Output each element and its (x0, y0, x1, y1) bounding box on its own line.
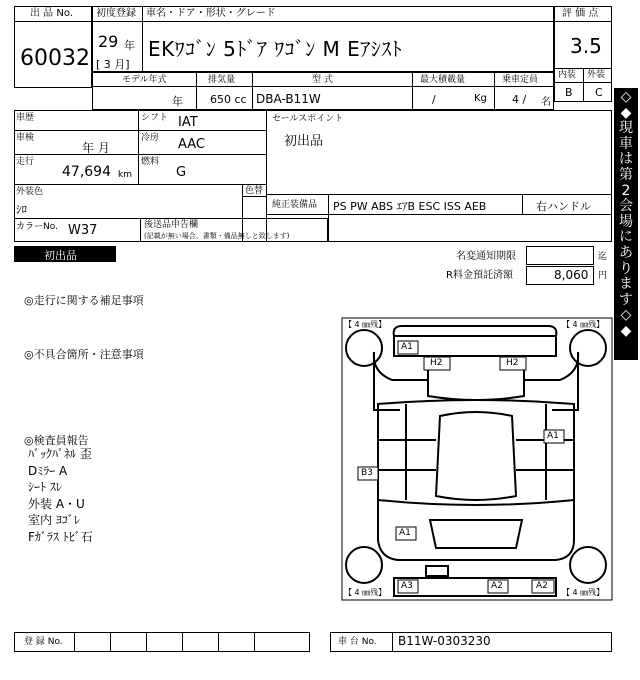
year-unit: 年 (124, 39, 135, 52)
recycle-unit: 円 (598, 271, 608, 281)
tire-tread-front-right: 【 4 ㎜残】 (562, 320, 605, 329)
shift: IAT (178, 115, 198, 130)
damage-label: H2 (506, 358, 519, 368)
shift-label: シフト (141, 113, 169, 123)
notice-char: ◆ (620, 104, 632, 121)
first-reg-month: [ 3 月] (96, 58, 130, 71)
exterior-grade: C (595, 86, 603, 99)
right-doors (516, 404, 574, 500)
notice-char: ◇ (620, 307, 632, 324)
inspector-note: ｼｰﾄ ｽﾚ (28, 480, 62, 494)
mileage-label: 走行 (16, 157, 35, 167)
fuel: G (176, 165, 187, 180)
color-no-label: カラーNo. (16, 222, 58, 232)
exterior-color: ｼﾛ (16, 203, 27, 216)
inspector-note: Dﾐﾗｰ A (28, 463, 68, 478)
capacity-label: 乗車定員 (502, 75, 539, 85)
interior-label: 内装 (558, 70, 577, 80)
name-change-label: 名変通知期限 (456, 251, 516, 262)
recycle-label: R料金預託済額 (446, 270, 513, 281)
damage-label: H2 (430, 358, 443, 368)
first-reg-label: 初度登録 (96, 8, 136, 19)
car-name: EKﾜｺﾞﾝ 5ﾄﾞｱ ﾜｺﾞﾝ M Eｱｼｽﾄ (148, 37, 403, 61)
left-doors (378, 404, 436, 500)
max-load-label: 最大積載量 (420, 75, 466, 85)
defects-remarks-heading: ◎不具合箇所・注意事項 (24, 348, 144, 361)
notice-char: あ (619, 244, 633, 261)
steering: 右ハンドル (536, 200, 591, 213)
notice-char: 2 (621, 182, 631, 199)
notice-char: 車 (619, 135, 633, 152)
notice-char: ◆ (620, 322, 632, 339)
lot-label: 出 品 No. (30, 8, 73, 19)
inspector-note: 室内 ﾖｺﾞﾚ (28, 513, 80, 527)
notice-char: は (619, 151, 633, 168)
damage-label: A1 (401, 342, 413, 352)
tire-icon (570, 547, 606, 583)
notice-char: ま (619, 276, 633, 293)
damage-label: A2 (536, 581, 548, 591)
capacity: 4 / (512, 93, 527, 106)
license-plate (426, 566, 448, 576)
notice-char: 現 (619, 120, 633, 137)
damage-label: A1 (399, 528, 411, 538)
displacement-label: 排気量 (208, 75, 236, 85)
sales-point: 初出品 (284, 134, 324, 149)
ac: AAC (178, 137, 205, 152)
inspection-value: 年 月 (82, 141, 110, 155)
notice-char: 会 (619, 198, 633, 215)
tire-icon (570, 330, 606, 366)
interior-grade: B (565, 86, 573, 99)
inspector-note: ﾊﾞｯｸﾊﾟﾈﾙ 歪 (28, 447, 92, 461)
mileage-unit: km (118, 170, 132, 180)
inspector-note: Fｶﾞﾗｽ ﾄﾋﾞ石 (28, 529, 93, 544)
later-docs-label: 後送品申告欄 (144, 220, 199, 230)
later-docs-note: (記載が無い場合、書類・備品無しと致します) (144, 232, 290, 240)
tire-tread-rear-left: 【 4 ㎜残】 (344, 588, 387, 597)
mileage: 47,694 (62, 164, 111, 180)
exterior-label: 外装 (587, 70, 606, 80)
registration-label: 登 録 No. (24, 637, 63, 647)
chassis-label: 車 台 No. (338, 637, 377, 647)
rear-window (430, 520, 522, 548)
driving-remarks-heading: ◎走行に関する補足事項 (24, 294, 144, 307)
ac-label: 冷房 (141, 133, 160, 143)
model-type: DBA-B11W (256, 92, 321, 106)
equipment: PS PW ABS ｴｱB ESC ISS AEB (333, 200, 487, 213)
notice-char: ◇ (620, 89, 632, 105)
history-label: 車歴 (16, 113, 35, 123)
model-year-unit: 年 (172, 95, 183, 108)
first-reg-year: 29 (98, 32, 119, 51)
displacement: 650 cc (210, 93, 247, 106)
sales-point-label: セールスポイント (272, 114, 344, 124)
score-label: 評 価 点 (562, 8, 599, 19)
max-load: / (432, 93, 436, 106)
damage-label: A2 (491, 581, 503, 591)
tire-tread-rear-right: 【 4 ㎜残】 (562, 588, 605, 597)
car-name-label: 車名・ドア・形状・グレード (146, 8, 276, 19)
equipment-label: 純正装備品 (272, 200, 318, 210)
tire-icon (346, 547, 382, 583)
notice-char: 場 (619, 213, 633, 230)
name-change-unit: 迄 (598, 252, 608, 262)
fuel-label: 燃料 (141, 157, 160, 167)
inspection-label: 車検 (16, 133, 35, 143)
damage-label: A1 (547, 431, 559, 441)
tire-icon (346, 330, 382, 366)
notice-char: に (619, 229, 633, 246)
tire-tread-front-left: 【 4 ㎜残】 (344, 320, 387, 329)
recycle-value: 8,060 (554, 268, 589, 282)
repaint-label: 色替 (245, 186, 264, 196)
type-label: 型 式 (312, 75, 333, 85)
inspector-note: 外装 A・U (28, 496, 85, 511)
first-listing-badge-text: 初出品 (44, 249, 77, 262)
roof (436, 412, 516, 500)
damage-label: B3 (361, 468, 373, 478)
color-no: W37 (68, 223, 98, 238)
model-year-label: モデル年式 (122, 75, 167, 85)
score-value: 3.5 (570, 34, 602, 58)
inspector-report-heading: ◎検査員報告 (24, 434, 89, 447)
exterior-color-label: 外装色 (16, 187, 44, 197)
capacity-unit: 名 (541, 97, 551, 108)
notice-char: す (619, 291, 633, 308)
chassis-number: B11W-0303230 (398, 634, 491, 648)
body-outline (378, 400, 574, 505)
damage-label: A3 (401, 581, 413, 591)
notice-char: 第 (619, 166, 633, 183)
lot-number: 60032 (20, 46, 90, 71)
notice-char: り (619, 260, 633, 277)
max-load-unit: Kg (474, 93, 487, 104)
